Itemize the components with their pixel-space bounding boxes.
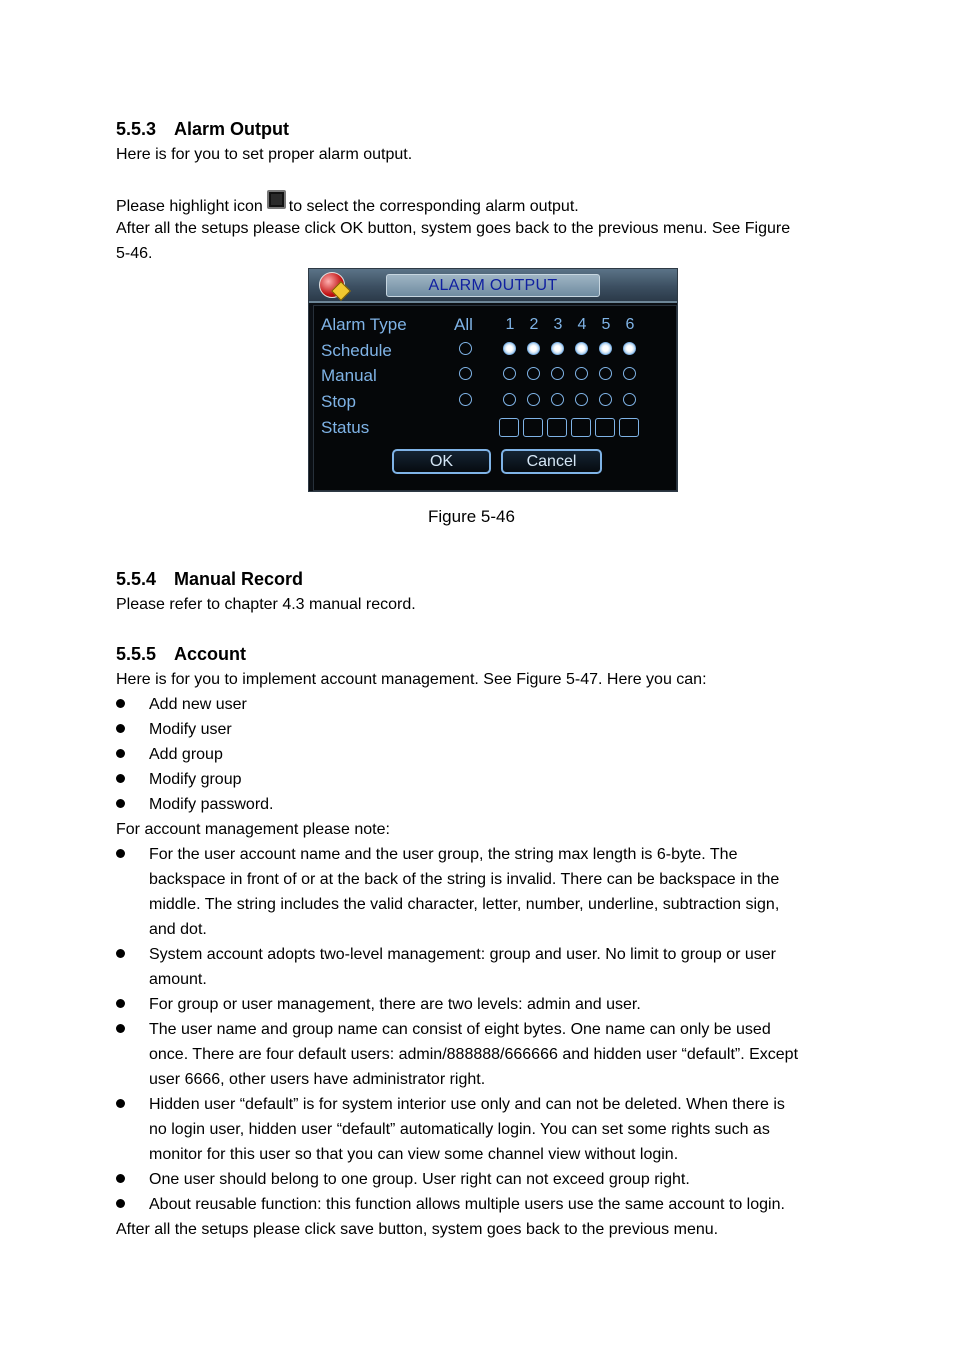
stop-ch4-radio[interactable] [575, 393, 588, 406]
channel-header-6: 6 [625, 316, 635, 333]
list-item: Modify group [149, 771, 242, 788]
section-heading-alarm-output [116, 117, 289, 142]
paragraph: Please refer to chapter 4.3 manual record. [116, 596, 416, 613]
list-item-line: System account adopts two-level management: group and user. No limit to group or user [149, 946, 776, 963]
paragraph: After all the setups please click OK button, system goes back to the previous menu. See Figure [116, 220, 791, 237]
schedule-ch1-radio[interactable] [503, 342, 516, 355]
schedule-ch5-radio[interactable] [599, 342, 612, 355]
channel-header-5: 5 [601, 316, 611, 333]
list-item: Add new user [149, 696, 247, 713]
channel-header-2: 2 [529, 316, 539, 333]
list-item-line: and dot. [149, 921, 207, 938]
row-label-manual: Manual [321, 366, 377, 385]
section-heading-account [116, 642, 246, 667]
bullet-dot [116, 1099, 125, 1108]
list-item-line: middle. The string includes the valid character, letter, number, underline, subtraction sign, [149, 896, 780, 913]
schedule-ch2-radio[interactable] [527, 342, 540, 355]
channel-header-1: 1 [505, 316, 515, 333]
status-indicator-4 [571, 418, 591, 437]
manual-ch5-radio[interactable] [599, 367, 612, 380]
list-item-line: once. There are four default users: admin/888888/666666 and hidden user “default”. Except [149, 1046, 799, 1063]
bullet-dot [116, 699, 125, 708]
bullet-dot [116, 799, 125, 808]
manual-ch4-radio[interactable] [575, 367, 588, 380]
section-title: Manual Record [174, 569, 304, 589]
status-indicator-2 [523, 418, 543, 437]
paragraph: For account management please note: [116, 821, 390, 838]
bullet-dot [116, 849, 125, 858]
list-item-line: backspace in front of or at the back of the string is invalid. There can be backspace in the [149, 871, 780, 888]
paragraph: 5-46. [116, 245, 153, 262]
stop-ch1-radio[interactable] [503, 393, 516, 406]
status-indicator-6 [619, 418, 639, 437]
manual-all-radio[interactable] [459, 367, 472, 380]
list-item-line: The user name and group name can consist of eight bytes. One name can only be used [149, 1021, 771, 1038]
dialog-titlebar [309, 269, 677, 303]
section-title: Account [174, 644, 246, 664]
status-indicator-5 [595, 418, 615, 437]
bullet-dot [116, 999, 125, 1008]
schedule-ch3-radio[interactable] [551, 342, 564, 355]
list-item-line: One user should belong to one group. User right can not exceed group right. [149, 1171, 690, 1188]
bullet-dot [116, 724, 125, 733]
list-item-line: For group or user management, there are two levels: admin and user. [149, 996, 641, 1013]
ok-button[interactable]: OK [392, 449, 491, 474]
paragraph [116, 190, 579, 219]
bullet-dot [116, 949, 125, 958]
status-indicator-1 [499, 418, 519, 437]
row-label-alarm-type: Alarm Type [321, 315, 407, 334]
stop-ch3-radio[interactable] [551, 393, 564, 406]
list-item-line: user 6666, other users have administrator right. [149, 1071, 486, 1088]
paragraph: Here is for you to implement account management. See Figure 5-47. Here you can: [116, 671, 707, 688]
list-item: Modify user [149, 721, 232, 738]
list-item-line: About reusable function: this function allows multiple users use the same account to login. [149, 1196, 785, 1213]
schedule-all-radio[interactable] [459, 342, 472, 355]
channel-header-4: 4 [577, 316, 587, 333]
figure-caption: Figure 5-46 [428, 507, 515, 526]
bullet-dot [116, 1024, 125, 1033]
row-label-status: Status [321, 418, 370, 437]
schedule-ch4-radio[interactable] [575, 342, 588, 355]
row-label-schedule: Schedule [321, 341, 392, 360]
section-number: 5.5.5 [116, 644, 157, 664]
alarm-output-dialog [308, 268, 678, 492]
paragraph: After all the setups please click save button, system goes back to the previous menu. [116, 1221, 719, 1238]
list-item: Modify password. [149, 796, 274, 813]
column-header-all: All [454, 315, 473, 334]
bullet-dot [116, 749, 125, 758]
bullet-dot [116, 1174, 125, 1183]
paragraph: Here is for you to set proper alarm output. [116, 146, 413, 163]
list-item: Add group [149, 746, 223, 763]
section-number: 5.5.4 [116, 569, 157, 589]
stop-all-radio[interactable] [459, 393, 472, 406]
alarm-output-icon [267, 190, 286, 209]
stop-ch2-radio[interactable] [527, 393, 540, 406]
dialog-title: ALARM OUTPUT [386, 274, 600, 297]
cancel-button[interactable]: Cancel [501, 449, 602, 474]
manual-ch3-radio[interactable] [551, 367, 564, 380]
stop-ch6-radio[interactable] [623, 393, 636, 406]
schedule-ch6-radio[interactable] [623, 342, 636, 355]
bullet-dot [116, 1199, 125, 1208]
list-item-line: Hidden user “default” is for system interior use only and can not be deleted. When there is [149, 1096, 785, 1113]
list-item-line: amount. [149, 971, 207, 988]
manual-ch6-radio[interactable] [623, 367, 636, 380]
section-title: Alarm Output [174, 119, 289, 139]
manual-ch2-radio[interactable] [527, 367, 540, 380]
text-fragment: Please highlight icon [116, 198, 263, 215]
manual-ch1-radio[interactable] [503, 367, 516, 380]
bullet-dot [116, 774, 125, 783]
status-indicator-3 [547, 418, 567, 437]
list-item-line: no login user, hidden user “default” automatically login. You can set some rights such as [149, 1121, 770, 1138]
section-heading-manual-record [116, 567, 303, 592]
text-fragment: to select the corresponding alarm output. [288, 198, 579, 215]
list-item-line: For the user account name and the user group, the string max length is 6-byte. The [149, 846, 738, 863]
row-label-stop: Stop [321, 392, 356, 411]
list-item-line: monitor for this user so that you can view some channel view without login. [149, 1146, 679, 1163]
section-number: 5.5.3 [116, 119, 157, 139]
channel-header-3: 3 [553, 316, 563, 333]
stop-ch5-radio[interactable] [599, 393, 612, 406]
